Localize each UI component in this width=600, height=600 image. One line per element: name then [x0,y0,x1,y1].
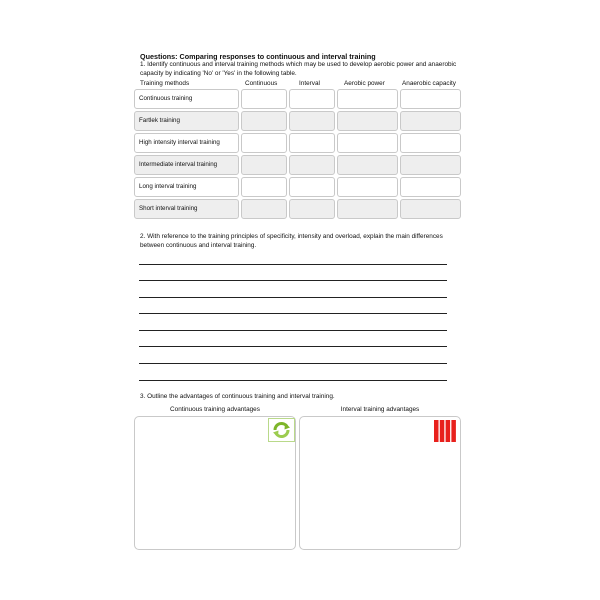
answer-cell-anaerobic-capacity[interactable] [400,89,461,109]
answer-cell-anaerobic-capacity[interactable] [400,133,461,153]
answer-line[interactable] [139,280,447,281]
answer-cell-interval[interactable] [289,177,335,197]
answer-line[interactable] [139,363,447,364]
answer-cell-anaerobic-capacity[interactable] [400,111,461,131]
row-label-fartlek-training: Fartlek training [139,117,180,124]
answer-line[interactable] [139,297,447,298]
row-label-short-interval-training: Short interval training [139,205,198,212]
question-3-text: 3. Outline the advantages of continuous training and interval training. [140,393,335,400]
answer-cell-anaerobic-capacity[interactable] [400,177,461,197]
column-header-training-methods: Training methods [140,80,190,87]
interval-advantages-title: Interval training advantages [340,406,420,413]
answer-cell-continuous[interactable] [241,133,287,153]
answer-cell-aerobic-power[interactable] [337,89,398,109]
answer-line[interactable] [139,313,447,314]
question-2-text: 2. With reference to the training principles of specificity, intensity and overload, explain the main differences between continuous and interval training. [140,233,443,249]
answer-cell-continuous[interactable] [241,111,287,131]
answer-cell-aerobic-power[interactable] [337,133,398,153]
answer-cell-interval[interactable] [289,133,335,153]
cycle-arrows-icon [268,418,295,442]
answer-cell-interval[interactable] [289,111,335,131]
answer-cell-continuous[interactable] [241,177,287,197]
column-header-continuous: Continuous [245,80,278,87]
row-label-continuous-training: Continuous training [139,95,193,102]
answer-cell-continuous[interactable] [241,155,287,175]
answer-cell-interval[interactable] [289,155,335,175]
answer-line[interactable] [139,264,447,265]
answer-line[interactable] [139,346,447,347]
row-label-high-intensity-interval-training: High intensity interval training [139,139,220,146]
column-header-anaerobic-capacity: Anaerobic capacity [402,80,456,87]
row-label-intermediate-interval-training: Intermediate interval training [139,161,218,168]
answer-cell-interval[interactable] [289,199,335,219]
answer-line[interactable] [139,380,447,381]
column-header-interval: Interval [299,80,320,87]
answer-cell-aerobic-power[interactable] [337,111,398,131]
answer-cell-anaerobic-capacity[interactable] [400,155,461,175]
interval-bars-icon [434,420,456,442]
answer-cell-aerobic-power[interactable] [337,199,398,219]
worksheet-title: Questions: Comparing responses to continuous and interval training [140,52,376,61]
column-header-aerobic-power: Aerobic power [344,80,385,87]
answer-cell-aerobic-power[interactable] [337,155,398,175]
answer-cell-aerobic-power[interactable] [337,177,398,197]
answer-cell-anaerobic-capacity[interactable] [400,199,461,219]
question-1-text: 1. Identify continuous and interval training methods which may be used to develop aerobic power and anaerobic capacity by indicating 'No' or 'Yes' in the following table. [140,61,457,77]
answer-line[interactable] [139,330,447,331]
answer-cell-interval[interactable] [289,89,335,109]
answer-cell-continuous[interactable] [241,89,287,109]
row-label-long-interval-training: Long interval training [139,183,197,190]
answer-cell-continuous[interactable] [241,199,287,219]
continuous-advantages-title: Continuous training advantages [170,406,260,413]
